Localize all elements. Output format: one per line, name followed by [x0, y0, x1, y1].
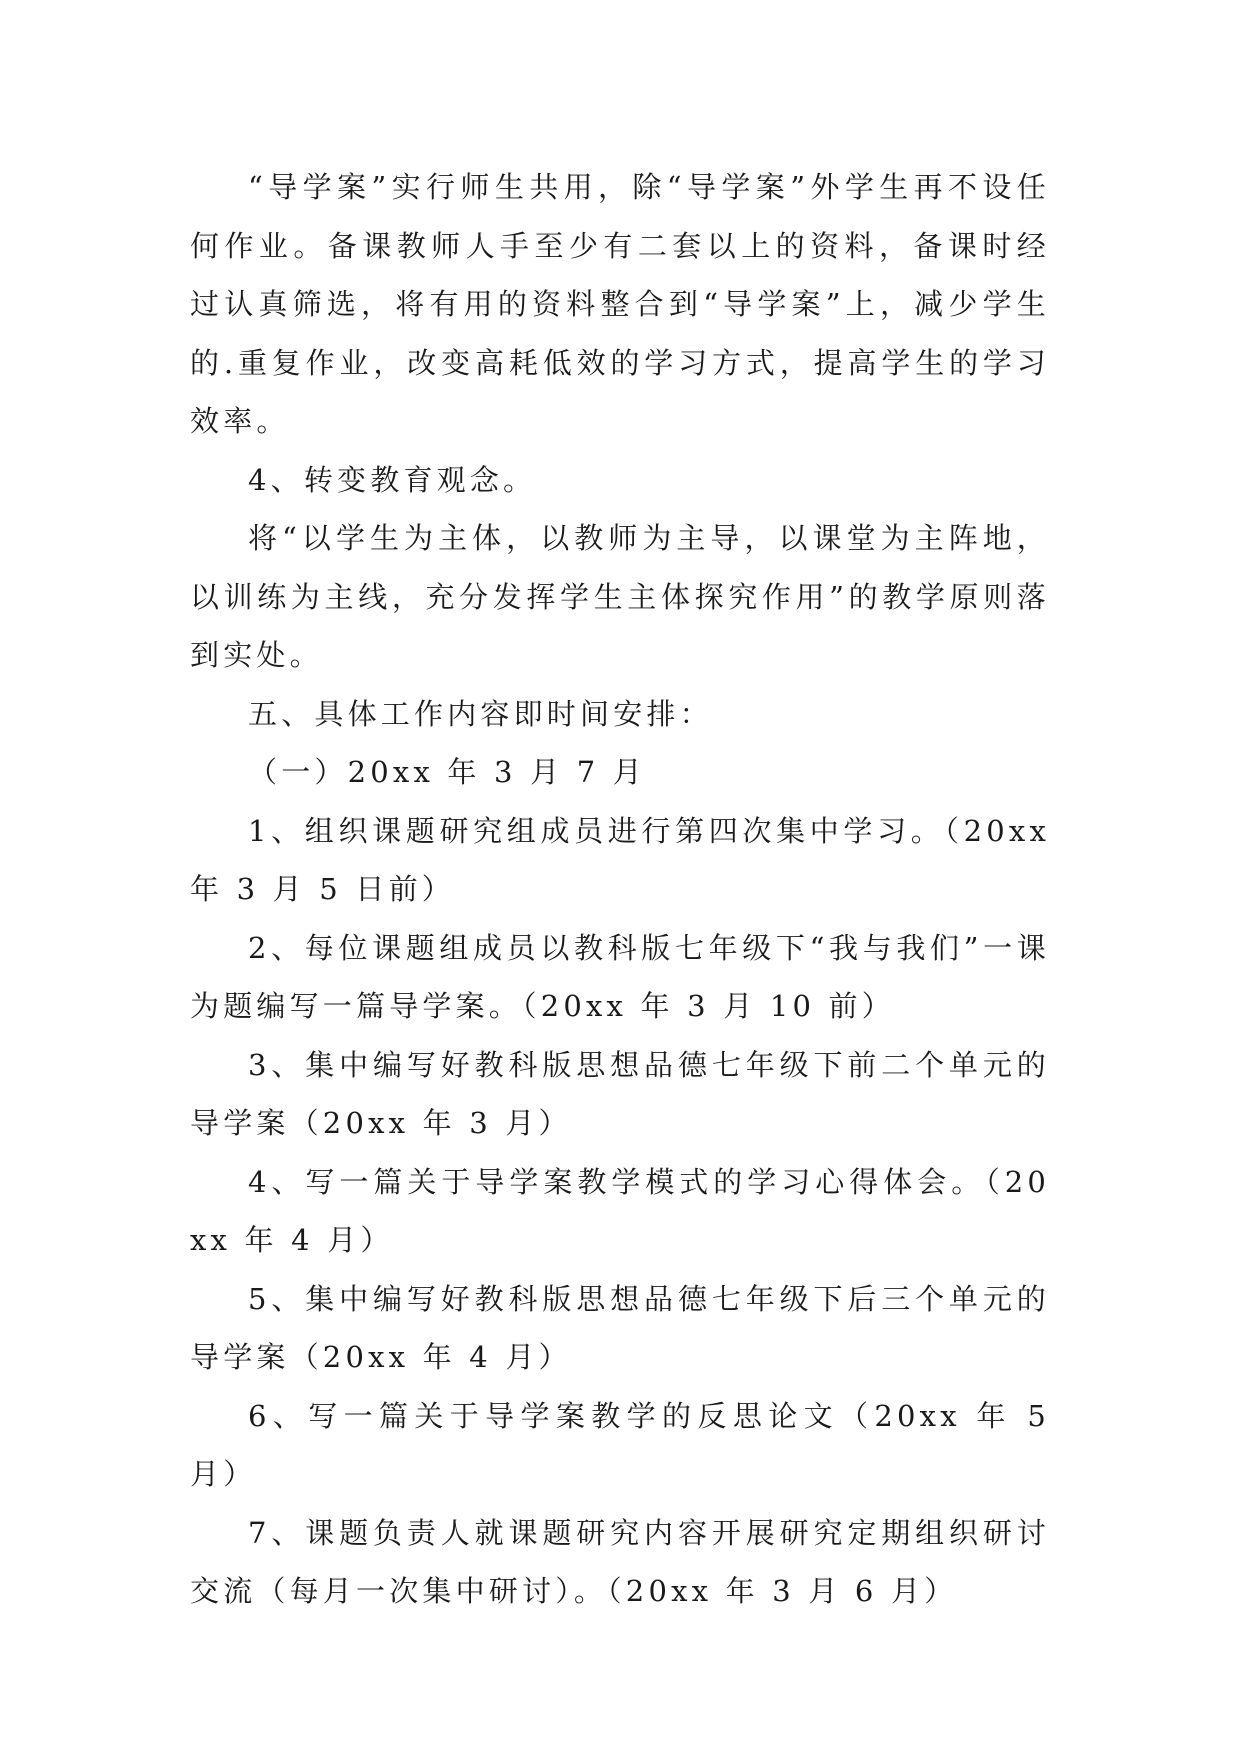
- paragraph-teaching-principle: 将“以学生为主体，以教师为主导，以课堂为主阵地，以训练为主线，充分发挥学生主体探究作用”的教学原则落到实处。: [190, 521, 1050, 672]
- list-item-4: 4、写一篇关于导学案教学模式的学习心得体会。（20xx 年 4 月）: [190, 1164, 1050, 1257]
- list-item-2: 2、每位课题组成员以教科版七年级下“我与我们”一课为题编写一篇导学案。（20xx 年 3 月 10 前）: [190, 930, 1050, 1023]
- list-item-7: 7、课题负责人就课题研究内容开展研究定期组织研讨交流（每月一次集中研讨）。（20xx 年 3 月 6 月）: [190, 1515, 1050, 1608]
- paragraph-daoxuean-usage: “导学案”实行师生共用，除“导学案”外学生再不设任何作业。备课教师人手至少有二套以上的资料，备课时经过认真筛选，将有用的资料整合到“导学案”上，减少学生的.重复作业，改变高耗低效的学习方式，提高学生的学习效率。: [190, 170, 1050, 438]
- document-body: [190, 158, 1050, 1621]
- list-item-6: 6、写一篇关于导学案教学的反思论文（20xx 年 5 月）: [190, 1398, 1050, 1491]
- list-item-5: 5、集中编写好教科版思想品德七年级下后三个单元的导学案（20xx 年 4 月）: [190, 1281, 1050, 1374]
- heading-change-education-concept: 4、转变教育观念。: [248, 462, 537, 497]
- list-item-3: 3、集中编写好教科版思想品德七年级下前二个单元的导学案（20xx 年 3 月）: [190, 1047, 1050, 1140]
- subheading-period-one: （一）20xx 年 3 月 7 月: [248, 755, 647, 789]
- heading-work-schedule: 五、具体工作内容即时间安排：: [248, 696, 713, 731]
- list-item-1: 1、组织课题研究组成员进行第四次集中学习。（20xx 年 3 月 5 日前）: [190, 813, 1050, 906]
